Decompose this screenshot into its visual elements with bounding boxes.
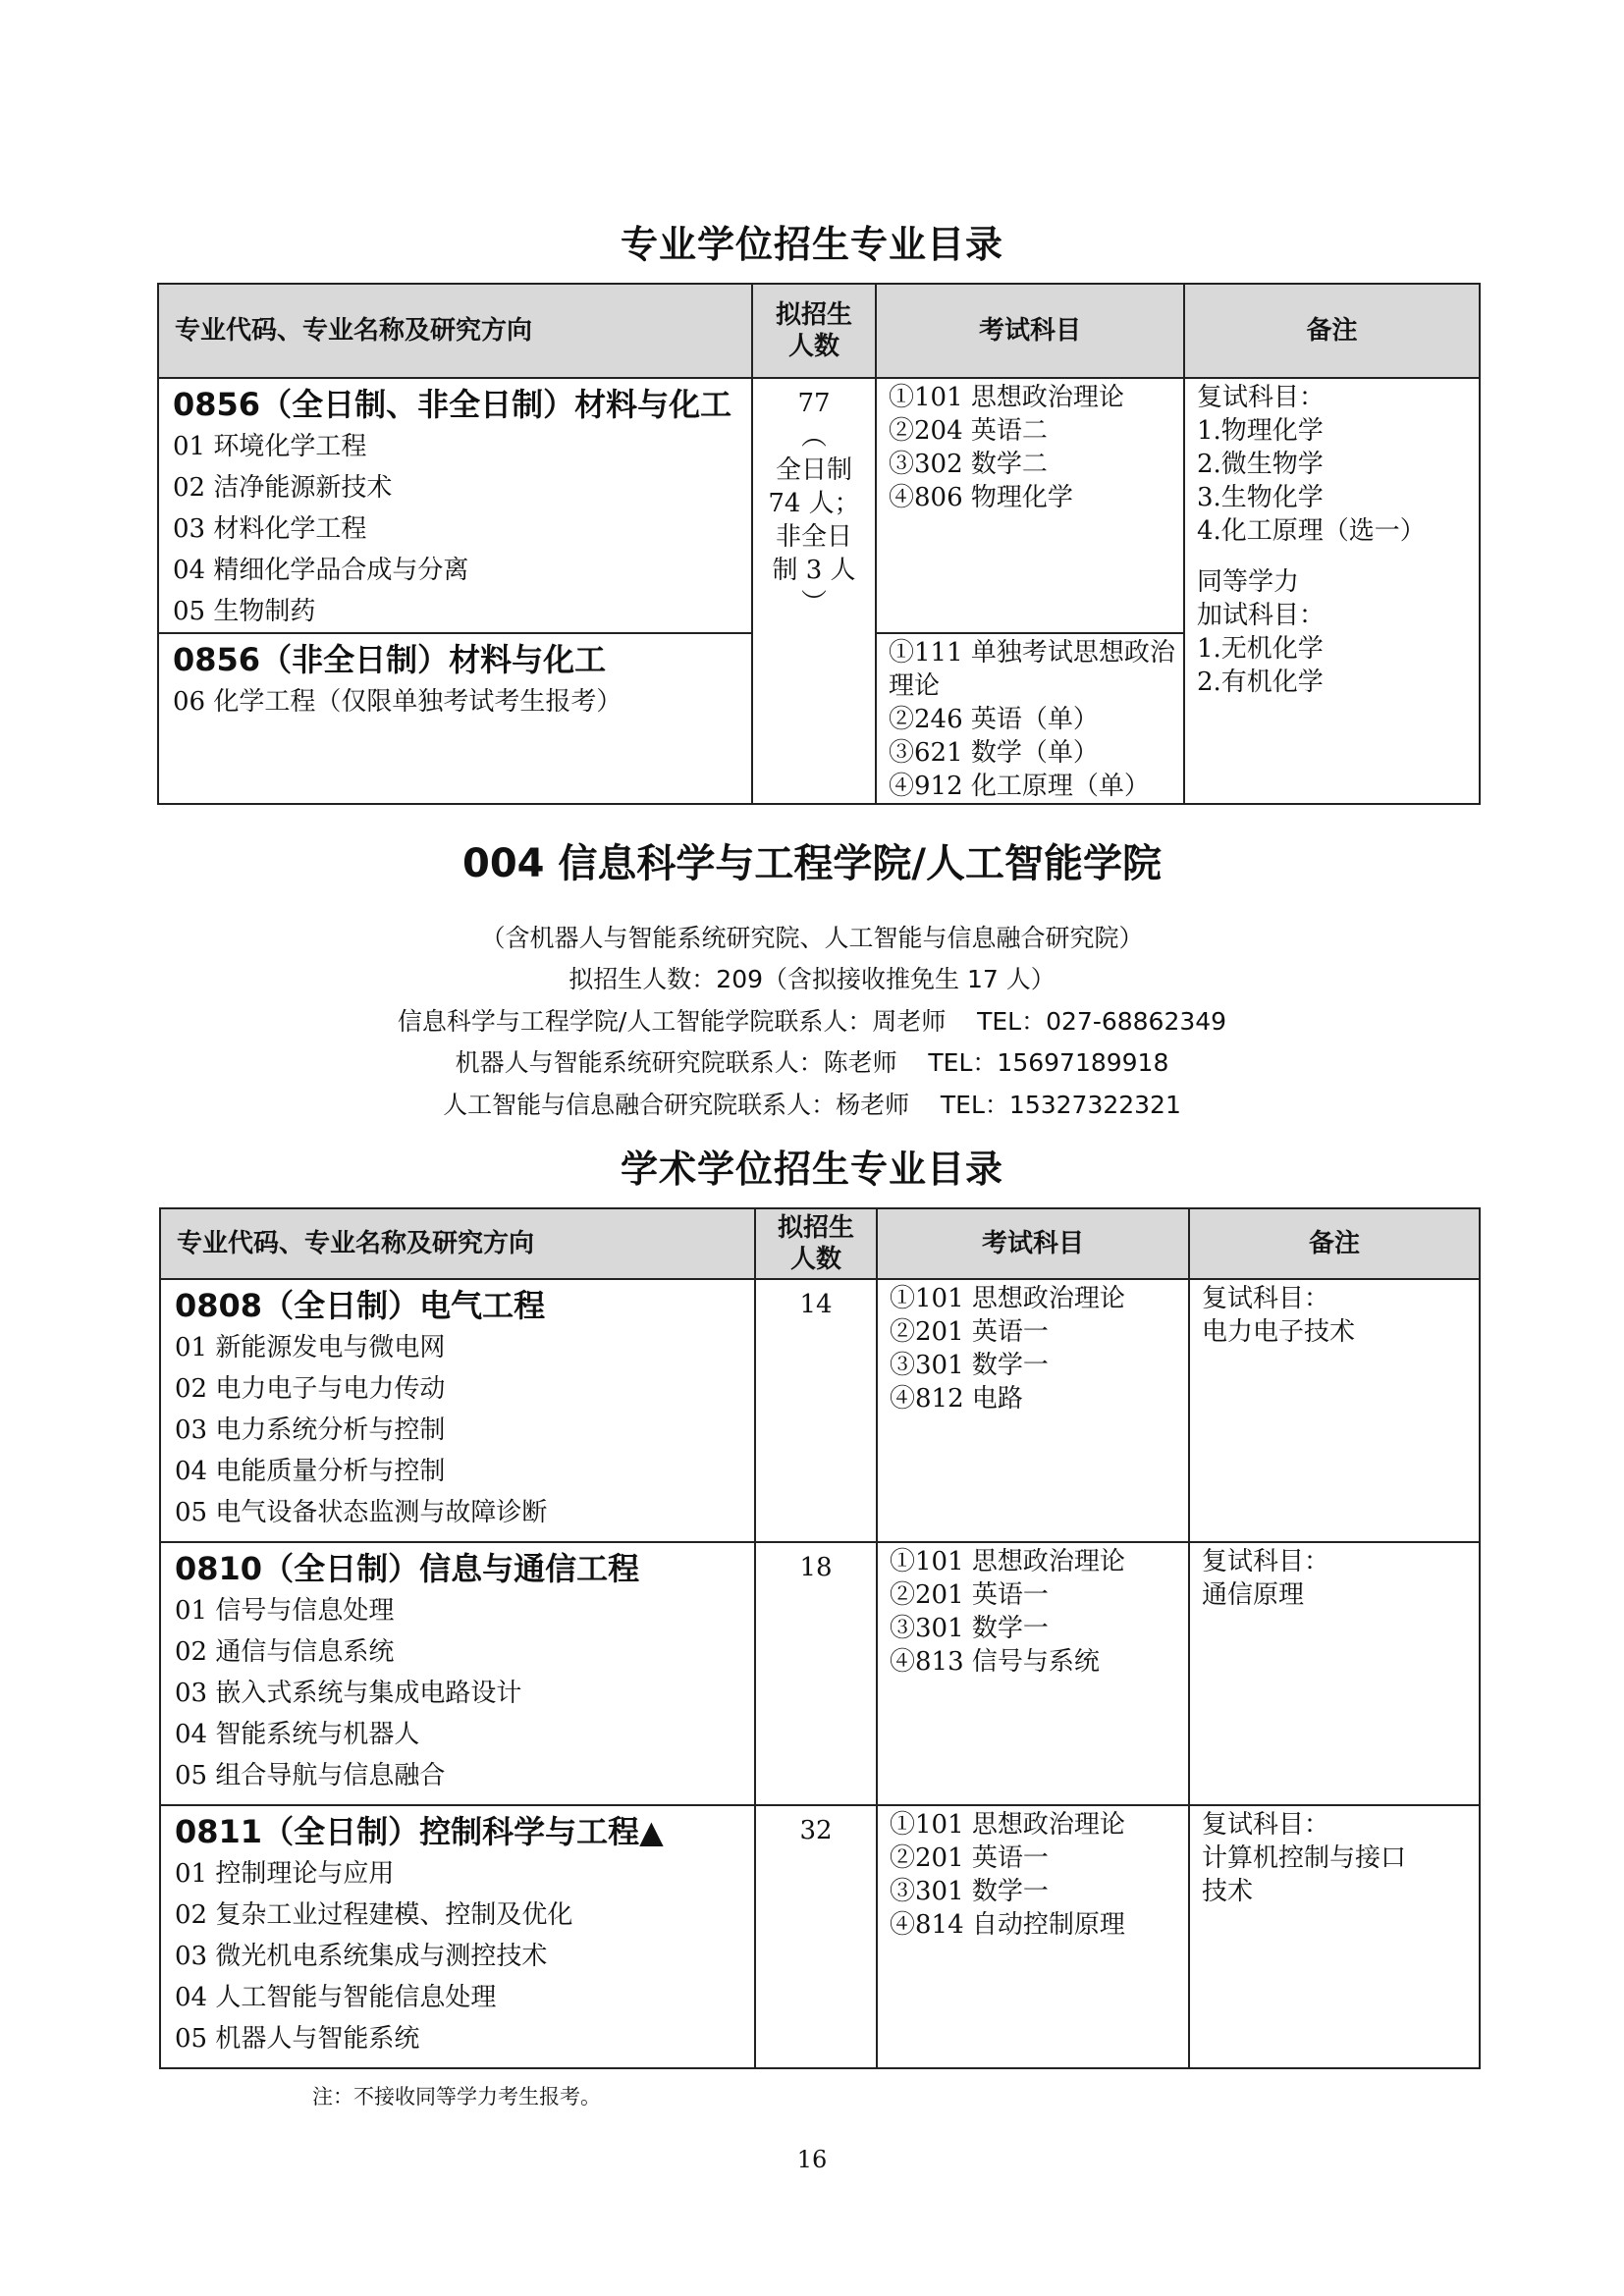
enrollment-count-cell: [755, 1805, 877, 2068]
count-line: 非全日: [775, 522, 852, 552]
direction-item: 04 人工智能与智能信息处理: [175, 1983, 497, 2012]
note-line: 复试科目：: [1197, 383, 1326, 412]
program-row: [160, 1805, 1480, 2068]
direction-item: 06 化学工程（仅限单独考试考生报考）: [173, 687, 623, 717]
exam-item: ①111 单独考试思想政治理论: [889, 638, 1175, 701]
direction-item: 03 嵌入式系统与集成电路设计: [175, 1679, 522, 1708]
enrollment-count-cell: [752, 378, 876, 804]
exam-cell: [877, 1542, 1189, 1805]
note-line: 同等学力: [1197, 567, 1300, 597]
enrollment-count-cell: [755, 1279, 877, 1542]
acad-catalog-table: [159, 1207, 1481, 2069]
direction-item: 01 新能源发电与微电网: [175, 1333, 446, 1362]
exam-item: ③301 数学一: [890, 1877, 1049, 1906]
note-cell: [1189, 1279, 1480, 1542]
program-name: 0810（全日制）信息与通信工程: [175, 1550, 640, 1587]
col-header-exam: 考试科目: [876, 284, 1184, 378]
program-cell: [158, 633, 752, 804]
note-line: 技术: [1202, 1877, 1254, 1906]
note-line: 电力电子技术: [1202, 1317, 1356, 1347]
direction-item: 01 信号与信息处理: [175, 1596, 395, 1626]
exam-item: ③302 数学二: [889, 450, 1048, 479]
direction-item: 04 智能系统与机器人: [175, 1720, 420, 1749]
program-cell: [158, 378, 752, 633]
exam-item: ①101 思想政治理论: [890, 1547, 1125, 1576]
note-cell: [1184, 378, 1480, 804]
college-info-line: 机器人与智能系统研究院联系人：陈老师 TEL：15697189918: [455, 1048, 1169, 1077]
direction-item: 05 生物制药: [173, 597, 316, 626]
note-line: 1.物理化学: [1197, 416, 1324, 446]
col-header-count: 拟招生 人数: [752, 284, 876, 378]
enrollment-count: 18: [799, 1553, 833, 1582]
exam-item: ④814 自动控制原理: [890, 1910, 1125, 1940]
exam-item: ②201 英语一: [890, 1580, 1049, 1610]
program-row: [160, 1279, 1480, 1542]
exam-item: ④806 物理化学: [889, 483, 1073, 512]
program-name: 0856（非全日制）材料与化工: [173, 641, 607, 678]
exam-cell: [876, 633, 1184, 804]
note-line: 加试科目：: [1197, 601, 1326, 630]
program-cell: [160, 1805, 755, 2068]
note-line: 4.化工原理（选一）: [1197, 516, 1426, 546]
note-line: 复试科目：: [1202, 1547, 1330, 1576]
direction-item: 03 微光机电系统集成与测控技术: [175, 1942, 548, 1971]
exam-item: ①101 思想政治理论: [890, 1810, 1125, 1840]
direction-item: 02 复杂工业过程建模、控制及优化: [175, 1900, 573, 1930]
note-line: 1.无机化学: [1197, 634, 1324, 664]
direction-item: 03 电力系统分析与控制: [175, 1415, 446, 1445]
count-line: 制 3 人: [772, 556, 856, 585]
exam-cell: [877, 1805, 1189, 2068]
direction-item: 02 洁净能源新技术: [173, 473, 393, 503]
exam-item: ④912 化工原理（单）: [889, 772, 1150, 801]
college-info-line: （含机器人与智能系统研究院、人工智能与信息融合研究院）: [480, 924, 1144, 952]
count-line: 全日制: [775, 455, 852, 485]
exam-item: ②246 英语（单）: [889, 705, 1099, 734]
count-line: 77: [797, 389, 831, 418]
enrollment-count: [753, 379, 875, 620]
college-info-line: 人工智能与信息融合研究院联系人：杨老师 TEL：15327322321: [443, 1091, 1181, 1119]
direction-item: 05 电气设备状态监测与故障诊断: [175, 1498, 548, 1527]
program-name: 0856（全日制、非全日制）材料与化工: [173, 386, 732, 423]
direction-item: 05 组合导航与信息融合: [175, 1761, 446, 1790]
note-line: 复试科目：: [1202, 1810, 1330, 1840]
direction-item: 04 精细化学品合成与分离: [173, 556, 469, 585]
note-line: 2.有机化学: [1197, 667, 1324, 697]
col-header-note: 备注: [1189, 1208, 1480, 1279]
program-name: 0808（全日制）电气工程: [175, 1287, 546, 1324]
direction-item: 05 机器人与智能系统: [175, 2024, 420, 2054]
col-header-exam: 考试科目: [877, 1208, 1189, 1279]
note-cell: [1189, 1805, 1480, 2068]
direction-item: 01 环境化学工程: [173, 432, 367, 461]
col-header-code: 专业代码、专业名称及研究方向: [158, 284, 752, 378]
exam-item: ③301 数学一: [890, 1351, 1049, 1380]
college-info-line: 信息科学与工程学院/人工智能学院联系人：周老师 TEL：027-68862349: [397, 1007, 1227, 1036]
exam-item: ③301 数学一: [890, 1614, 1049, 1643]
note-line: 复试科目：: [1202, 1284, 1330, 1313]
enrollment-count: 32: [799, 1816, 833, 1845]
note-line: 3.生物化学: [1197, 483, 1324, 512]
program-row: [160, 1542, 1480, 1805]
exam-item: ④812 电路: [890, 1384, 1023, 1414]
note-line: 通信原理: [1202, 1580, 1305, 1610]
exam-item: ②201 英语一: [890, 1317, 1049, 1347]
exam-item: ②201 英语一: [890, 1843, 1049, 1873]
exam-item: ①101 思想政治理论: [889, 383, 1124, 412]
prof-catalog-table: [157, 283, 1481, 805]
college-title: 004 信息科学与工程学院/人工智能学院: [461, 841, 1163, 886]
direction-item: 04 电能质量分析与控制: [175, 1457, 446, 1486]
acad-section-title: 学术学位招生专业目录: [620, 1148, 1003, 1191]
count-line: 74 人；: [768, 489, 860, 518]
college-info-line: 拟招生人数：209（含拟接收推免生 17 人）: [568, 965, 1056, 993]
count-line: ︶: [800, 589, 827, 618]
enrollment-count-cell: [755, 1542, 877, 1805]
col-header-code: 专业代码、专业名称及研究方向: [160, 1208, 755, 1279]
exam-cell: [876, 378, 1184, 633]
exam-item: ④813 信号与系统: [890, 1647, 1100, 1677]
note-cell: [1189, 1542, 1480, 1805]
note-line: 计算机控制与接口: [1202, 1843, 1407, 1873]
program-cell: [160, 1279, 755, 1542]
note-line: 2.微生物学: [1197, 450, 1324, 479]
direction-item: 03 材料化学工程: [173, 514, 367, 544]
direction-item: 01 控制理论与应用: [175, 1859, 395, 1889]
program-cell: [160, 1542, 755, 1805]
program-row: [158, 378, 1480, 633]
page-number: 16: [796, 2146, 828, 2173]
prof-section-title: 专业学位招生专业目录: [620, 223, 1003, 266]
col-header-note: 备注: [1184, 284, 1480, 378]
footnote: 注：不接收同等学力考生报考。: [312, 2085, 601, 2109]
exam-item: ①101 思想政治理论: [890, 1284, 1125, 1313]
exam-cell: [877, 1279, 1189, 1542]
count-line: ︵: [800, 422, 827, 452]
enrollment-count: 14: [799, 1290, 833, 1319]
exam-item: ③621 数学（单）: [889, 738, 1099, 768]
direction-item: 02 电力电子与电力传动: [175, 1374, 446, 1404]
program-name: 0811（全日制）控制科学与工程▲: [175, 1813, 664, 1850]
direction-item: 02 通信与信息系统: [175, 1637, 395, 1667]
col-header-count: 拟招生 人数: [755, 1208, 877, 1279]
exam-item: ②204 英语二: [889, 416, 1048, 446]
